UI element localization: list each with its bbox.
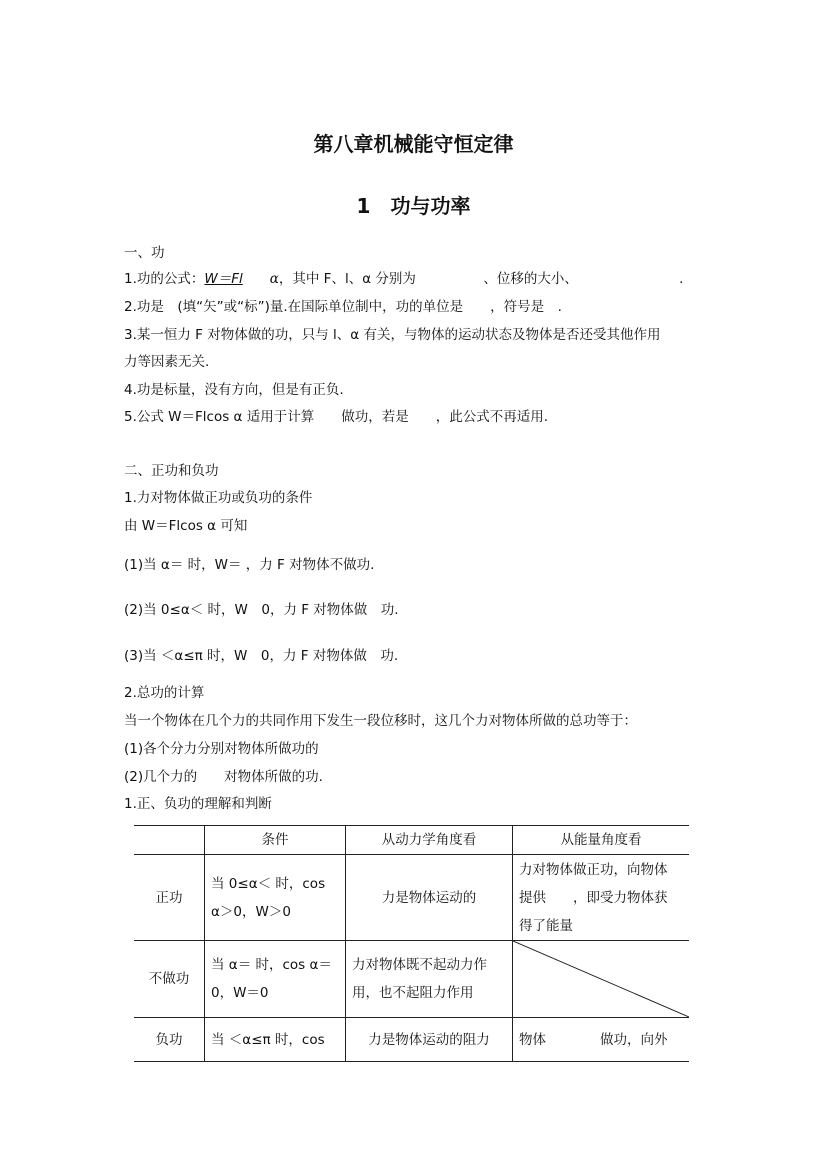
- part2-s1: 1.力对物体做正功或负功的条件: [124, 490, 313, 506]
- row-label: 正功: [134, 855, 205, 941]
- chapter-title: 第八章机械能守恒定律: [313, 132, 514, 156]
- table-row: [134, 855, 689, 941]
- part2-s2: 2.总功的计算: [124, 685, 205, 701]
- table-row: [134, 1018, 689, 1062]
- part1-line4: 4.功是标量，没有方向，但是有正负.: [124, 382, 344, 398]
- row-dynamics: 力是物体运动的: [346, 855, 513, 941]
- part1-heading: 一、功: [124, 245, 165, 261]
- part2-s1b: 由 W＝Flcos α 可知: [124, 518, 248, 534]
- part1-line2: 2.功是 (填“矢”或“标”)量.在国际单位制中，功的单位是 ，符号是 .: [124, 299, 562, 315]
- part2-heading: 二、正功和负功: [124, 463, 219, 479]
- table-header-row: [134, 826, 689, 855]
- part2-case2: (2)当 0≤α＜ 时，W 0，力 F 对物体做 功.: [124, 602, 399, 618]
- part1-line3a: 3.某一恒力 F 对物体做的功，只与 l、α 有关，与物体的运动状态及物体是否还受其他作用: [124, 327, 661, 343]
- part2-s2c: (1)各个分力分别对物体所做功的: [124, 741, 319, 757]
- part2-s3: 1.正、负功的理解和判断: [124, 796, 272, 812]
- part2-case3: (3)当 ＜α≤π 时，W 0，力 F 对物体做 功.: [124, 648, 399, 664]
- row-condition: 当 0≤α＜ 时，cos α＞0，W＞0: [205, 855, 346, 941]
- part1-line3b: 力等因素无关.: [124, 354, 210, 370]
- row-condition: 当 ＜α≤π 时，cos: [205, 1018, 346, 1062]
- row-condition: 当 α＝ 时，cos α＝ 0，W＝0: [205, 941, 346, 1018]
- part1-line1: 1.功的公式：W＝Fl α，其中 F、l、α 分别为 、位移的大小、 .: [124, 271, 684, 287]
- row-label: 不做功: [134, 941, 205, 1018]
- table-header-cell: 从动力学角度看: [346, 826, 513, 855]
- part2-s2b: 当一个物体在几个力的共同作用下发生一段位移时，这几个力对物体所做的总功等于：: [124, 713, 637, 729]
- row-energy: 物体 做功，向外: [513, 1018, 690, 1062]
- part2-case1: (1)当 α＝ 时，W＝ ，力 F 对物体不做功.: [124, 557, 375, 573]
- table-header-cell: 从能量角度看: [513, 826, 690, 855]
- row-energy: 力对物体做正功，向物体 提供 ，即受力物体获 得了能量: [513, 855, 690, 941]
- row-label: 负功: [134, 1018, 205, 1062]
- row-dynamics: 力是物体运动的阻力: [346, 1018, 513, 1062]
- table-row: [134, 941, 689, 1018]
- diagonal-line: [513, 941, 689, 1017]
- part1-line5: 5.公式 W＝Flcos α 适用于计算 做功，若是 ，此公式不再适用.: [124, 409, 549, 425]
- table-header-cell: 条件: [205, 826, 346, 855]
- table-header-cell: [134, 826, 205, 855]
- diagonal-cell: [513, 941, 690, 1018]
- section-title: 1 功与功率: [356, 194, 471, 218]
- work-table: [134, 825, 689, 1062]
- part2-s2d: (2)几个力的 对物体所做的功.: [124, 769, 323, 785]
- row-dynamics: 力对物体既不起动力作 用，也不起阻力作用: [346, 941, 513, 1018]
